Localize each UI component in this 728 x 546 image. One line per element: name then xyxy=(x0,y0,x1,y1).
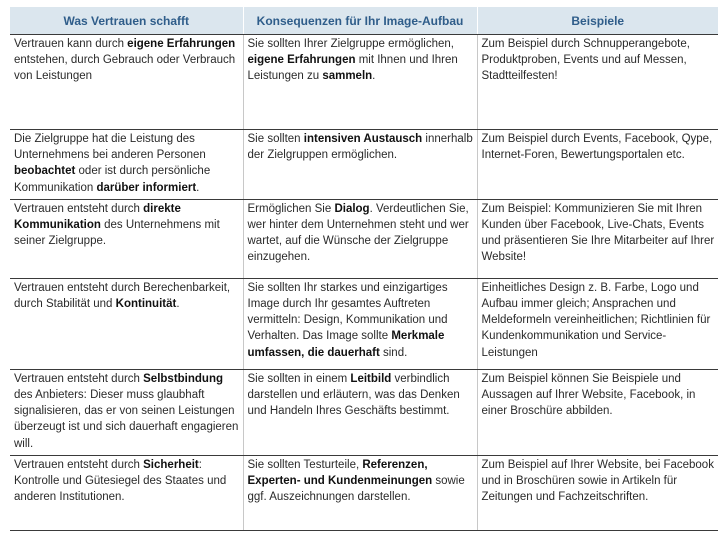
consequence-cell: Sie sollten Ihrer Zielgruppe ermöglichen, eigene Erfahrungen mit Ihnen und Ihren Leistungen zu sammeln. xyxy=(243,35,477,130)
trust-cell: Vertrauen entsteht durch Berechenbarkeit, durch Stabilität und Kontinuität. xyxy=(10,278,243,369)
trust-cell: Vertrauen entsteht durch Sicherheit: Kontrolle und Gütesiegel des Staates und anderen Institutionen. xyxy=(10,455,243,530)
example-cell: Zum Beispiel auf Ihrer Website, bei Facebook und in Broschüren sowie in Artikeln für Zeitungen und Fachzeitschriften. xyxy=(477,455,718,530)
example-cell: Einheitliches Design z. B. Farbe, Logo und Aufbau immer gleich; Ansprachen und Meldeformeln vereinheitlichen; Richtlinien für Kundenkommunikation und Service-Leistungen xyxy=(477,278,718,369)
header-examples: Beispiele xyxy=(477,7,718,35)
trust-cell: Vertrauen kann durch eigene Erfahrungen entstehen, durch Gebrauch oder Verbrauch von Leistungen xyxy=(10,35,243,130)
trust-cell: Vertrauen entsteht durch direkte Kommunikation des Unternehmens mit seiner Zielgruppe. xyxy=(10,199,243,278)
example-cell: Zum Beispiel durch Schnupperangebote, Produktproben, Events und auf Messen, Stadtteilfesten! xyxy=(477,35,718,130)
header-consequences: Konsequenzen für Ihr Image-Aufbau xyxy=(243,7,477,35)
table-row xyxy=(10,130,718,200)
consequence-cell: Sie sollten in einem Leitbild verbindlich darstellen und erläutern, was das Denken und Handeln Ihres Geschäfts bestimmt. xyxy=(243,369,477,455)
consequence-cell: Sie sollten Testurteile, Referenzen, Experten- und Kundenmeinungen sowie ggf. Auszeichnungen darstellen. xyxy=(243,455,477,530)
consequence-cell: Sie sollten intensiven Austausch innerhalb der Zielgruppen ermöglichen. xyxy=(243,130,477,200)
example-cell: Zum Beispiel: Kommunizieren Sie mit Ihren Kunden über Facebook, Live-Chats, Events und präsentieren Sie Ihre Mitarbeiter auf Ihrer Website! xyxy=(477,199,718,278)
consequence-cell: Ermöglichen Sie Dialog. Verdeutlichen Sie, wer hinter dem Unternehmen steht und wer wartet, auf die Wünsche der Zielgruppe einzugehen. xyxy=(243,199,477,278)
header-row xyxy=(10,7,718,35)
header-trust: Was Vertrauen schafft xyxy=(10,7,243,35)
table-row xyxy=(10,199,718,278)
table-row xyxy=(10,278,718,369)
table-row xyxy=(10,369,718,455)
trust-table xyxy=(10,7,718,531)
consequence-cell: Sie sollten Ihr starkes und einzigartiges Image durch Ihr gesamtes Auftreten vermitteln: Design, Kommunikation und Verhalten. Das Image sollte Merkmale umfassen, die dauerhaft sind. xyxy=(243,278,477,369)
table-row xyxy=(10,35,718,130)
trust-cell: Vertrauen entsteht durch Selbstbindung des Anbieters: Dieser muss glaubhaft signalisieren, das er von seinen Leistungen überzeugt ist und sich dauerhaft engagieren will. xyxy=(10,369,243,455)
example-cell: Zum Beispiel durch Events, Facebook, Qype, Internet-Foren, Bewertungsportalen etc. xyxy=(477,130,718,200)
table-row xyxy=(10,455,718,530)
trust-cell: Die Zielgruppe hat die Leistung des Unternehmens bei anderen Personen beobachtet oder ist durch persönliche Kommunikation darüber informiert. xyxy=(10,130,243,200)
example-cell: Zum Beispiel können Sie Beispiele und Aussagen auf Ihrer Website, Facebook, in einer Broschüre abbilden. xyxy=(477,369,718,455)
